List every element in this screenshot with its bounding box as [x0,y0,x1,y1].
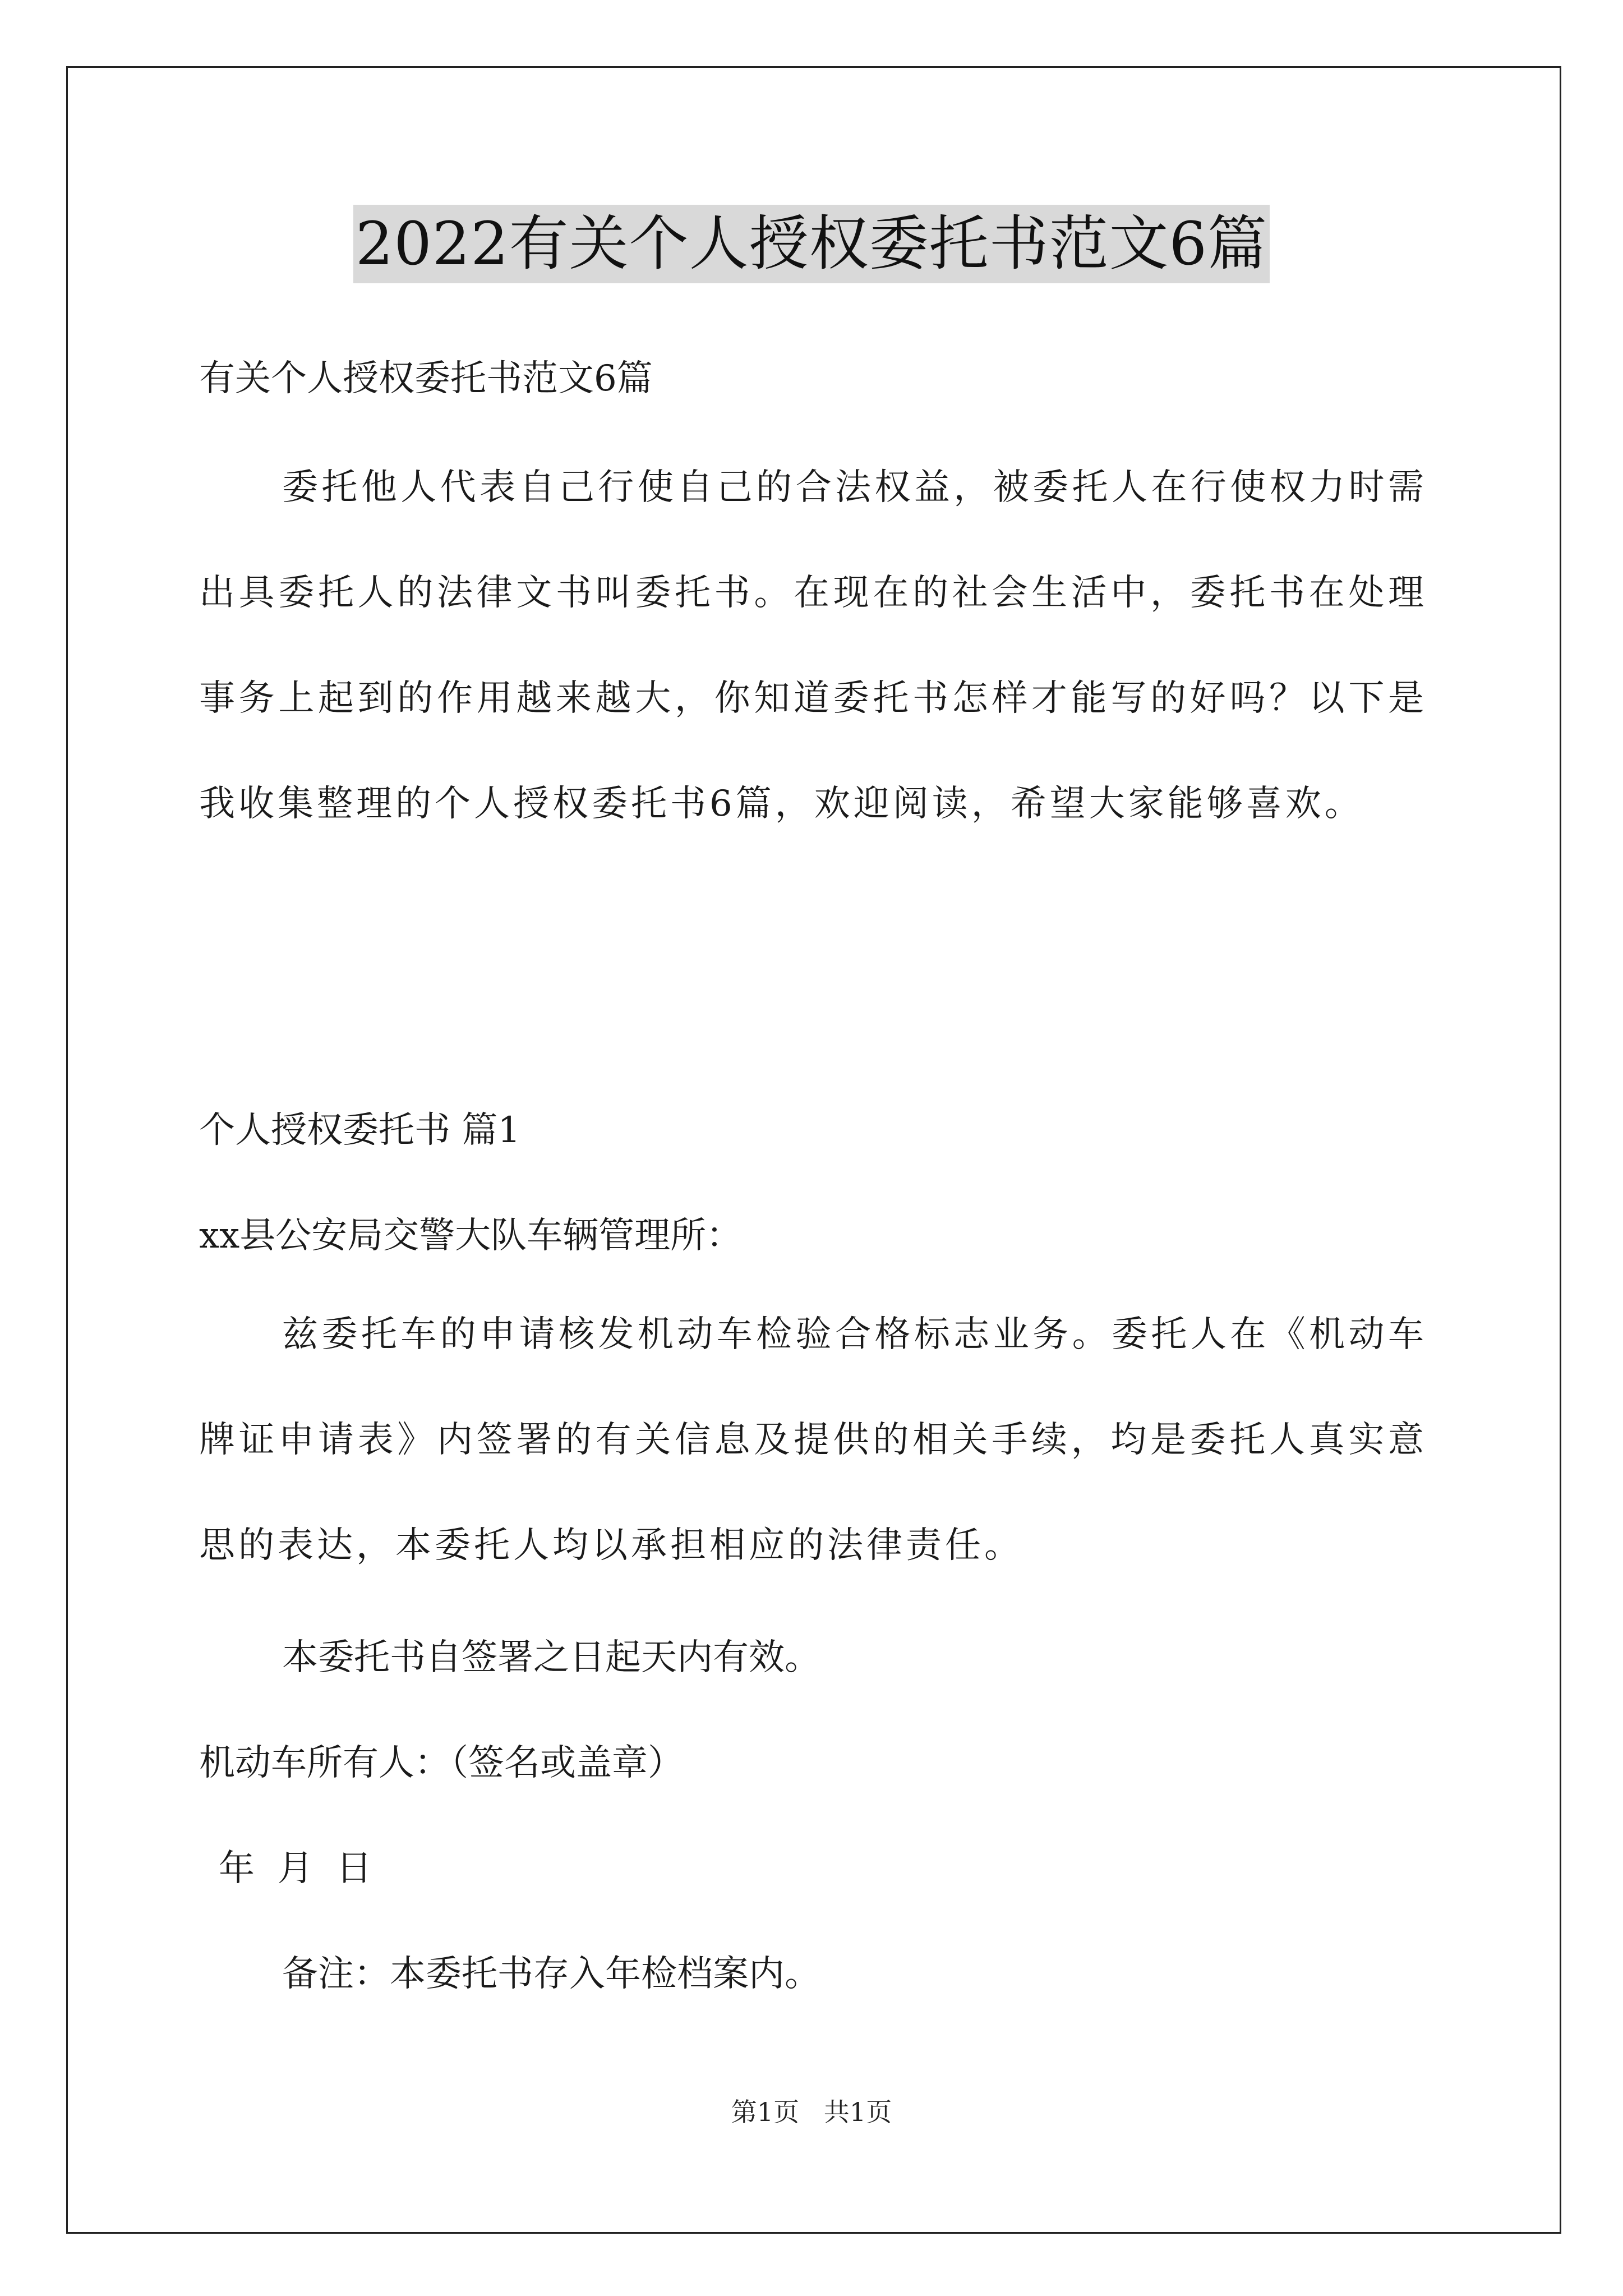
intro-paragraph: 委托他人代表自己行使自己的合法权益，被委托人在行使权力时需出具委托人的法律文书叫委托书。在现在的社会生活中，委托书在处理事务上起到的作用越来越大，你知道委托书怎样才能写的好吗？以下是我收集整理的个人授权委托书6篇，欢迎阅读，希望大家能够喜欢。 [199,467,1427,825]
section-heading: 个人授权委托书 篇1 [199,1110,521,1151]
document-subtitle: 有关个人授权委托书范文6篇 [199,358,653,399]
body-paragraph: 兹委托车的申请核发机动车检验合格标志业务。委托人在《机动车牌证申请表》内签署的有关信息及提供的相关手续，均是委托人真实意思的表达，本委托人均以承担相应的法律责任。 [199,1314,1427,1566]
note-line: 备注：本委托书存入年检档案内。 [282,1953,820,1995]
date-line: 年 月 日 [219,1848,372,1889]
document-title: 2022有关个人授权委托书范文6篇 [353,205,1270,283]
addressee-line: xx县公安局交警大队车辆管理所： [199,1215,743,1257]
page-footer: 第1页 共1页 [731,2097,892,2127]
validity-line: 本委托书自签署之日起天内有效。 [282,1637,820,1678]
title-container [0,205,1623,283]
signature-line: 机动车所有人：（签名或盖章） [199,1742,684,1784]
